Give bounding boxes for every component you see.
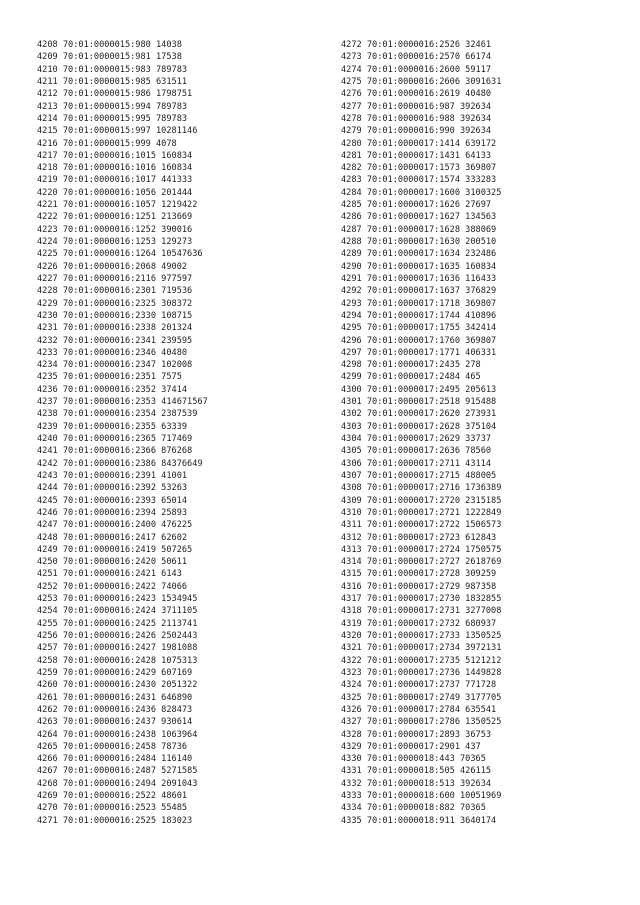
- record-line: 4298 70:01:0000017:2435 278: [341, 360, 481, 371]
- record-line: 4279 70:01:0000016:990 392634: [341, 126, 492, 137]
- record-line: 4232 70:01:0000016:2341 239595: [37, 335, 193, 346]
- record-line: 4321 70:01:0000017:2734 3972131: [341, 643, 502, 654]
- record-line: 4240 70:01:0000016:2365 717469: [37, 434, 193, 444]
- record-line: 4334 70:01:0000018:882 70365: [341, 803, 486, 814]
- record-line: 4228 70:01:0000016:2301 719536: [37, 286, 193, 297]
- record-line: 4266 70:01:0000016:2484 116140: [37, 754, 193, 765]
- record-line: 4318 70:01:0000017:2731 3277008: [341, 606, 502, 617]
- record-line: 4331 70:01:0000018:505 426115: [341, 766, 492, 777]
- record-line: 4301 70:01:0000017:2518 915488: [341, 397, 497, 408]
- record-line: 4260 70:01:0000016:2430 2051322: [37, 680, 198, 691]
- record-line: 4223 70:01:0000016:1252 390016: [37, 224, 193, 235]
- right-column: [341, 39, 501, 827]
- record-line: 4267 70:01:0000016:2487 5271585: [37, 766, 198, 777]
- record-line: 4274 70:01:0000016:2600 59117: [341, 64, 492, 75]
- record-line: 4251 70:01:0000016:2421 6143: [37, 569, 182, 580]
- record-line: 4256 70:01:0000016:2426 2502443: [37, 631, 198, 641]
- record-line: 4238 70:01:0000016:2354 2387539: [37, 409, 198, 420]
- record-line: 4208 70:01:0000015:980 14038: [37, 40, 182, 50]
- record-line: 4215 70:01:0000015:997 10281146: [37, 126, 198, 137]
- record-line: 4217 70:01:0000016:1015 160834: [37, 150, 193, 161]
- record-line: 4231 70:01:0000016:2338 201324: [37, 323, 193, 334]
- record-line: 4259 70:01:0000016:2429 607169: [37, 667, 193, 678]
- record-line: 4210 70:01:0000015:983 789783: [37, 64, 188, 75]
- record-line: 4313 70:01:0000017:2724 1750575: [341, 544, 502, 555]
- record-line: 4310 70:01:0000017:2721 1222849: [341, 507, 502, 518]
- record-line: 4265 70:01:0000016:2458 78736: [37, 741, 188, 752]
- record-line: 4328 70:01:0000017:2893 36753: [341, 729, 492, 740]
- record-line: 4302 70:01:0000017:2620 273931: [341, 409, 497, 420]
- record-line: 4312 70:01:0000017:2723 612843: [341, 532, 497, 543]
- record-line: 4236 70:01:0000016:2352 37414: [37, 384, 188, 395]
- record-line: 4307 70:01:0000017:2715 488005: [341, 470, 497, 481]
- record-line: 4290 70:01:0000017:1635 160834: [341, 261, 497, 272]
- record-line: 4226 70:01:0000016:2068 49002: [37, 261, 188, 272]
- record-line: 4282 70:01:0000017:1573 369807: [341, 163, 497, 174]
- record-line: 4287 70:01:0000017:1628 388069: [341, 224, 497, 235]
- record-line: 4320 70:01:0000017:2733 1350525: [341, 631, 502, 641]
- record-line: 4218 70:01:0000016:1016 160834: [37, 163, 193, 174]
- record-line: 4249 70:01:0000016:2419 507265: [37, 544, 193, 555]
- record-line: 4281 70:01:0000017:1431 64133: [341, 150, 492, 161]
- record-line: 4245 70:01:0000016:2393 65014: [37, 495, 188, 506]
- record-line: 4293 70:01:0000017:1718 369807: [341, 298, 497, 309]
- record-line: 4309 70:01:0000017:2720 2315185: [341, 495, 502, 506]
- record-line: 4305 70:01:0000017:2636 78560: [341, 446, 492, 457]
- record-line: 4303 70:01:0000017:2628 375104: [341, 421, 497, 432]
- record-line: 4246 70:01:0000016:2394 25893: [37, 507, 188, 518]
- record-line: 4257 70:01:0000016:2427 1981088: [37, 643, 198, 654]
- record-line: 4296 70:01:0000017:1760 369807: [341, 335, 497, 346]
- record-line: 4230 70:01:0000016:2330 108715: [37, 310, 193, 321]
- record-line: 4243 70:01:0000016:2391 41001: [37, 470, 188, 481]
- record-line: 4330 70:01:0000018:443 70365: [341, 754, 486, 765]
- record-line: 4332 70:01:0000018:513 392634: [341, 778, 492, 789]
- record-line: 4275 70:01:0000016:2606 3091631: [341, 76, 502, 87]
- record-line: 4264 70:01:0000016:2438 1063964: [37, 729, 198, 740]
- record-line: 4299 70:01:0000017:2484 465: [341, 372, 481, 383]
- record-line: 4304 70:01:0000017:2629 33737: [341, 434, 492, 444]
- record-line: 4317 70:01:0000017:2730 1832855: [341, 594, 502, 605]
- record-line: 4227 70:01:0000016:2116 977597: [37, 273, 193, 284]
- record-line: 4255 70:01:0000016:2425 2113741: [37, 618, 198, 629]
- record-line: 4322 70:01:0000017:2735 5121212: [341, 655, 502, 666]
- record-line: 4278 70:01:0000016:988 392634: [341, 113, 492, 124]
- record-line: 4270 70:01:0000016:2523 55485: [37, 803, 188, 814]
- record-line: 4213 70:01:0000015:994 789783: [37, 101, 188, 112]
- record-line: 4269 70:01:0000016:2522 48601: [37, 791, 188, 802]
- record-line: 4248 70:01:0000016:2417 62602: [37, 532, 188, 543]
- record-line: 4225 70:01:0000016:1264 10547636: [37, 249, 203, 260]
- record-line: 4283 70:01:0000017:1574 333283: [341, 175, 497, 186]
- record-line: 4324 70:01:0000017:2737 771728: [341, 680, 497, 691]
- record-line: 4315 70:01:0000017:2728 309259: [341, 569, 497, 580]
- record-line: 4289 70:01:0000017:1634 232486: [341, 249, 497, 260]
- record-line: 4294 70:01:0000017:1744 410896: [341, 310, 497, 321]
- record-line: 4329 70:01:0000017:2901 437: [341, 741, 481, 752]
- record-line: 4253 70:01:0000016:2423 1534945: [37, 594, 198, 605]
- record-line: 4235 70:01:0000016:2351 7575: [37, 372, 182, 383]
- record-line: 4254 70:01:0000016:2424 3711105: [37, 606, 198, 617]
- record-line: 4286 70:01:0000017:1627 134563: [341, 212, 497, 223]
- record-line: 4327 70:01:0000017:2786 1350525: [341, 717, 502, 728]
- record-line: 4233 70:01:0000016:2346 40480: [37, 347, 188, 358]
- record-line: 4285 70:01:0000017:1626 27697: [341, 200, 492, 211]
- record-line: 4319 70:01:0000017:2732 680937: [341, 618, 497, 629]
- record-line: 4291 70:01:0000017:1636 116433: [341, 273, 497, 284]
- record-line: 4221 70:01:0000016:1057 1219422: [37, 200, 198, 211]
- record-line: 4316 70:01:0000017:2729 987358: [341, 581, 497, 592]
- record-line: 4292 70:01:0000017:1637 376829: [341, 286, 497, 297]
- record-line: 4262 70:01:0000016:2436 828473: [37, 704, 193, 715]
- record-line: 4325 70:01:0000017:2749 3177705: [341, 692, 502, 703]
- record-line: 4333 70:01:0000018:600 10051969: [341, 791, 502, 802]
- record-line: 4295 70:01:0000017:1755 342414: [341, 323, 497, 334]
- record-line: 4326 70:01:0000017:2784 635541: [341, 704, 497, 715]
- record-line: 4306 70:01:0000017:2711 43114: [341, 458, 492, 469]
- record-line: 4273 70:01:0000016:2570 66174: [341, 52, 492, 63]
- record-line: 4272 70:01:0000016:2526 32461: [341, 40, 492, 50]
- record-line: 4214 70:01:0000015:995 789783: [37, 113, 188, 124]
- record-line: 4222 70:01:0000016:1251 213669: [37, 212, 193, 223]
- record-line: 4216 70:01:0000015:999 4078: [37, 138, 177, 149]
- record-line: 4258 70:01:0000016:2428 1075313: [37, 655, 198, 666]
- record-line: 4323 70:01:0000017:2736 1449828: [341, 667, 502, 678]
- record-line: 4219 70:01:0000016:1017 441333: [37, 175, 193, 186]
- record-line: 4276 70:01:0000016:2619 40480: [341, 89, 492, 100]
- record-line: 4263 70:01:0000016:2437 930614: [37, 717, 193, 728]
- record-line: 4247 70:01:0000016:2400 476225: [37, 520, 193, 531]
- record-line: 4297 70:01:0000017:1771 406331: [341, 347, 497, 358]
- record-line: 4242 70:01:0000016:2386 84376649: [37, 458, 203, 469]
- record-line: 4234 70:01:0000016:2347 102008: [37, 360, 193, 371]
- record-line: 4280 70:01:0000017:1414 639172: [341, 138, 497, 149]
- record-line: 4271 70:01:0000016:2525 183023: [37, 815, 193, 826]
- record-line: 4288 70:01:0000017:1630 200510: [341, 237, 497, 247]
- record-line: 4308 70:01:0000017:2716 1736389: [341, 483, 502, 494]
- record-line: 4252 70:01:0000016:2422 74066: [37, 581, 188, 592]
- record-line: 4314 70:01:0000017:2727 2618769: [341, 557, 502, 568]
- record-line: 4244 70:01:0000016:2392 53263: [37, 483, 188, 494]
- record-line: 4311 70:01:0000017:2722 1506573: [341, 520, 502, 531]
- record-line: 4261 70:01:0000016:2431 646890: [37, 692, 193, 703]
- record-line: 4284 70:01:0000017:1600 3100325: [341, 187, 502, 198]
- record-line: 4229 70:01:0000016:2325 308372: [37, 298, 193, 309]
- record-line: 4224 70:01:0000016:1253 129273: [37, 237, 193, 247]
- record-line: 4268 70:01:0000016:2494 2091043: [37, 778, 198, 789]
- record-line: 4335 70:01:0000018:911 3640174: [341, 815, 497, 826]
- record-line: 4250 70:01:0000016:2420 50611: [37, 557, 188, 568]
- record-line: 4239 70:01:0000016:2355 63339: [37, 421, 188, 432]
- left-column: [37, 39, 208, 827]
- record-line: 4209 70:01:0000015:981 17538: [37, 52, 182, 63]
- record-line: 4277 70:01:0000016:987 392634: [341, 101, 492, 112]
- record-line: 4300 70:01:0000017:2495 205613: [341, 384, 497, 395]
- record-line: 4211 70:01:0000015:985 631511: [37, 76, 188, 87]
- record-line: 4241 70:01:0000016:2366 876268: [37, 446, 193, 457]
- record-line: 4220 70:01:0000016:1056 201444: [37, 187, 193, 198]
- record-line: 4237 70:01:0000016:2353 414671567: [37, 397, 208, 408]
- record-line: 4212 70:01:0000015:986 1798751: [37, 89, 193, 100]
